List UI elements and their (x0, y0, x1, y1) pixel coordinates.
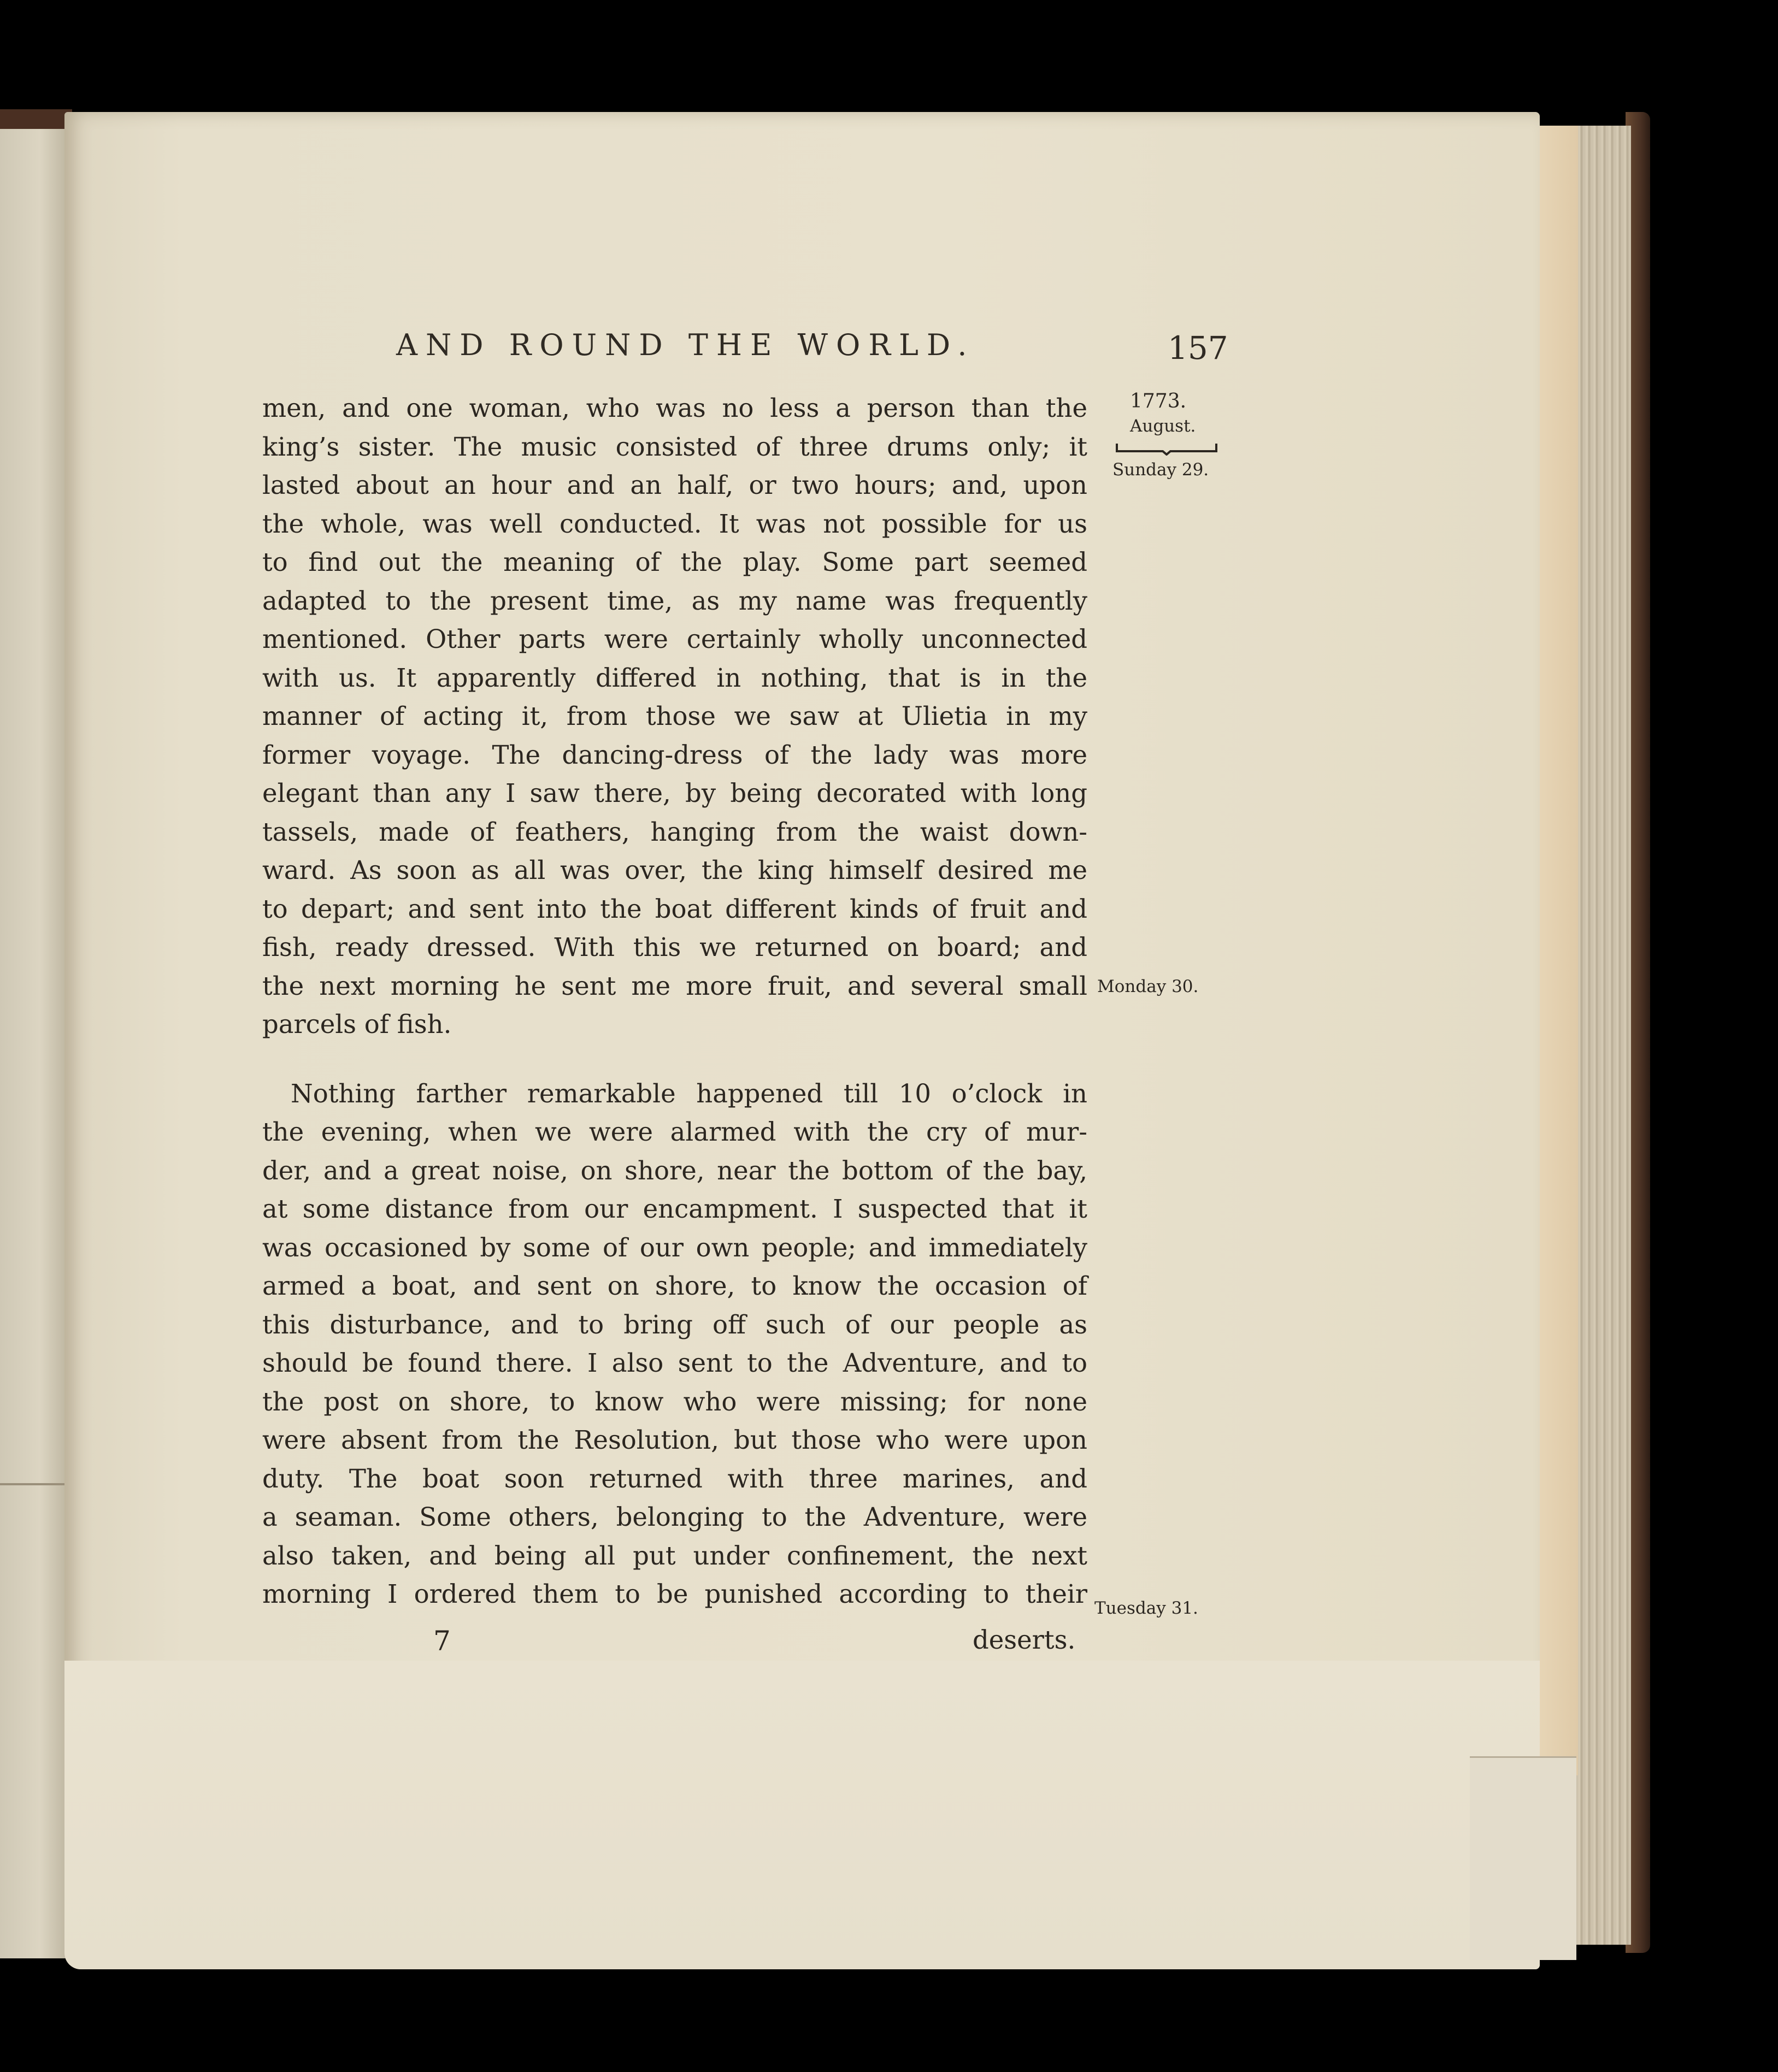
page-edges-stack (1576, 126, 1631, 1945)
book-page-lower-margin (64, 1661, 1540, 1969)
text-line: mentioned. Other parts were certainly wholly unconnected (262, 624, 1087, 654)
paragraph-gap (262, 1044, 1087, 1075)
text-line: tassels, made of feathers, hanging from the waist down- (262, 817, 1087, 847)
text-line: duty. The boat soon returned with three marines, and (262, 1463, 1087, 1494)
text-line: were absent from the Resolution, but those who were upon (262, 1425, 1087, 1455)
text-line: fish, ready dressed. With this we returned on board; and (262, 932, 1087, 962)
text-line: with us. It apparently differed in nothing, that is in the (262, 663, 1087, 693)
running-head: AND ROUND THE WORLD. (396, 328, 975, 362)
text-line: parcels of fish. (262, 1010, 452, 1039)
text-line: armed a boat, and sent on shore, to know the occasion of (262, 1271, 1087, 1301)
margin-note-month: August. (1130, 416, 1196, 436)
text-line: was occasioned by some of our own people; and immediately (262, 1232, 1087, 1262)
text-line: lasted about an hour and an half, or two hours; and, upon (262, 470, 1087, 500)
margin-note-monday: Monday 30. (1097, 977, 1199, 996)
text-line: to depart; and sent into the boat different kinds of fruit and (262, 894, 1087, 924)
paragraph-1 (262, 389, 1087, 1044)
foldout-sheet-lower (1470, 1756, 1576, 1960)
page-number: 157 (1168, 329, 1228, 367)
text-line: a seaman. Some others, belonging to the Adventure, were (262, 1502, 1087, 1532)
text-line: morning I ordered them to be punished according to their (262, 1579, 1087, 1609)
text-line: the next morning he sent me more fruit, and several small (262, 971, 1087, 1001)
margin-note-tuesday: Tuesday 31. (1094, 1598, 1198, 1618)
paragraph-2 (262, 1075, 1087, 1614)
text-line: der, and a great noise, on shore, near the bottom of the bay, (262, 1155, 1087, 1185)
text-line: at some distance from our encampment. I suspected that it (262, 1194, 1087, 1224)
text-line: adapted to the present time, as my name was frequently (262, 586, 1087, 616)
catchword: deserts. (973, 1625, 1076, 1655)
margin-brace (1115, 441, 1218, 456)
text-line: Nothing farther remarkable happened till 10 o’clock in (291, 1078, 1087, 1108)
margin-note-year: 1773. (1130, 390, 1187, 412)
previous-page-edge (0, 112, 69, 1958)
text-line: the post on shore, to know who were missing; for none (262, 1386, 1087, 1416)
text-line: elegant than any I saw there, by being decorated with long (262, 778, 1087, 808)
text-line: king’s sister. The music consisted of three drums only; it (262, 432, 1087, 462)
text-line: this disturbance, and to bring off such of our people as (262, 1309, 1087, 1339)
text-line: former voyage. The dancing-dress of the lady was more (262, 740, 1087, 770)
left-cover-board (0, 109, 72, 129)
text-line: ward. As soon as all was over, the king himself desired me (262, 855, 1087, 885)
text-line: should be found there. I also sent to the Adventure, and to (262, 1348, 1087, 1378)
previous-page-fold-line (0, 1483, 67, 1485)
text-line: the evening, when we were alarmed with the cry of mur- (262, 1117, 1087, 1147)
text-line: also taken, and being all put under confinement, the next (262, 1540, 1087, 1571)
signature-mark: 7 (433, 1625, 451, 1657)
margin-note-sunday: Sunday 29. (1112, 460, 1209, 480)
text-line: to find out the meaning of the play. Some part seemed (262, 547, 1087, 577)
body-text (262, 389, 1087, 1614)
text-line: manner of acting it, from those we saw at Ulietia in my (262, 701, 1087, 731)
text-line: the whole, was well conducted. It was not possible for us (262, 509, 1087, 539)
text-line: men, and one woman, who was no less a person than the (262, 393, 1087, 423)
